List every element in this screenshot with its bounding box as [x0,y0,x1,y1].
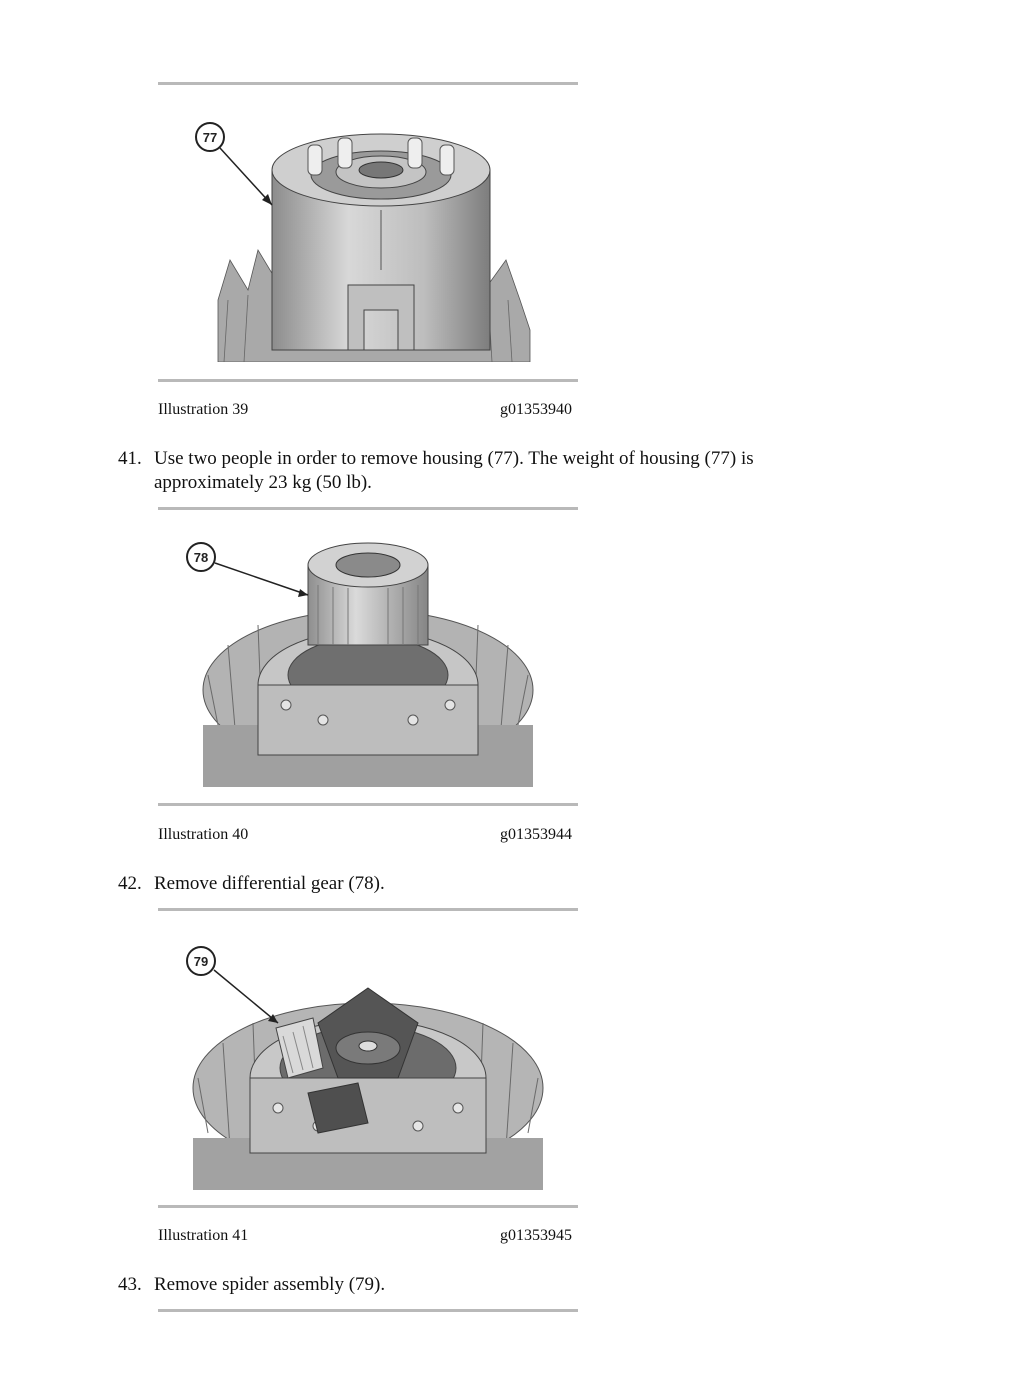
illustration-39-code: g01353940 [500,401,572,418]
step-43-number: 43. [118,1274,142,1295]
callout-79: 79 [193,954,209,969]
illustration-41-image [158,928,578,1190]
illustration-40-label: Illustration 40 [158,826,249,843]
figure-rule-bottom [158,379,578,382]
step-43 [118,1273,838,1297]
step-42 [118,872,838,896]
step-41-number: 41. [118,448,142,469]
figure-rule-bottom [158,1205,578,1208]
step-42-text: Remove differential gear (78). [154,873,385,894]
callout-78: 78 [193,550,209,565]
illustration-40-code: g01353944 [500,826,572,843]
step-42-number: 42. [118,873,142,894]
callout-77: 77 [202,130,218,145]
figure-rule-top [158,507,578,510]
figure-rule-top [158,82,578,85]
step-41-text: Use two people in order to remove housing (77). The weight of housing (77) is approximately 23 kg (50 lb). [154,448,754,493]
figure-rule-bottom [158,803,578,806]
illustration-39-image [158,100,578,362]
illustration-40-image [158,525,578,787]
step-41 [118,447,838,495]
step-43-text: Remove spider assembly (79). [154,1274,386,1295]
illustration-39-label: Illustration 39 [158,401,249,418]
illustration-41-code: g01353945 [500,1227,572,1244]
figure-rule-top [158,908,578,911]
figure-rule-top [158,1309,578,1312]
illustration-41-label: Illustration 41 [158,1227,249,1244]
